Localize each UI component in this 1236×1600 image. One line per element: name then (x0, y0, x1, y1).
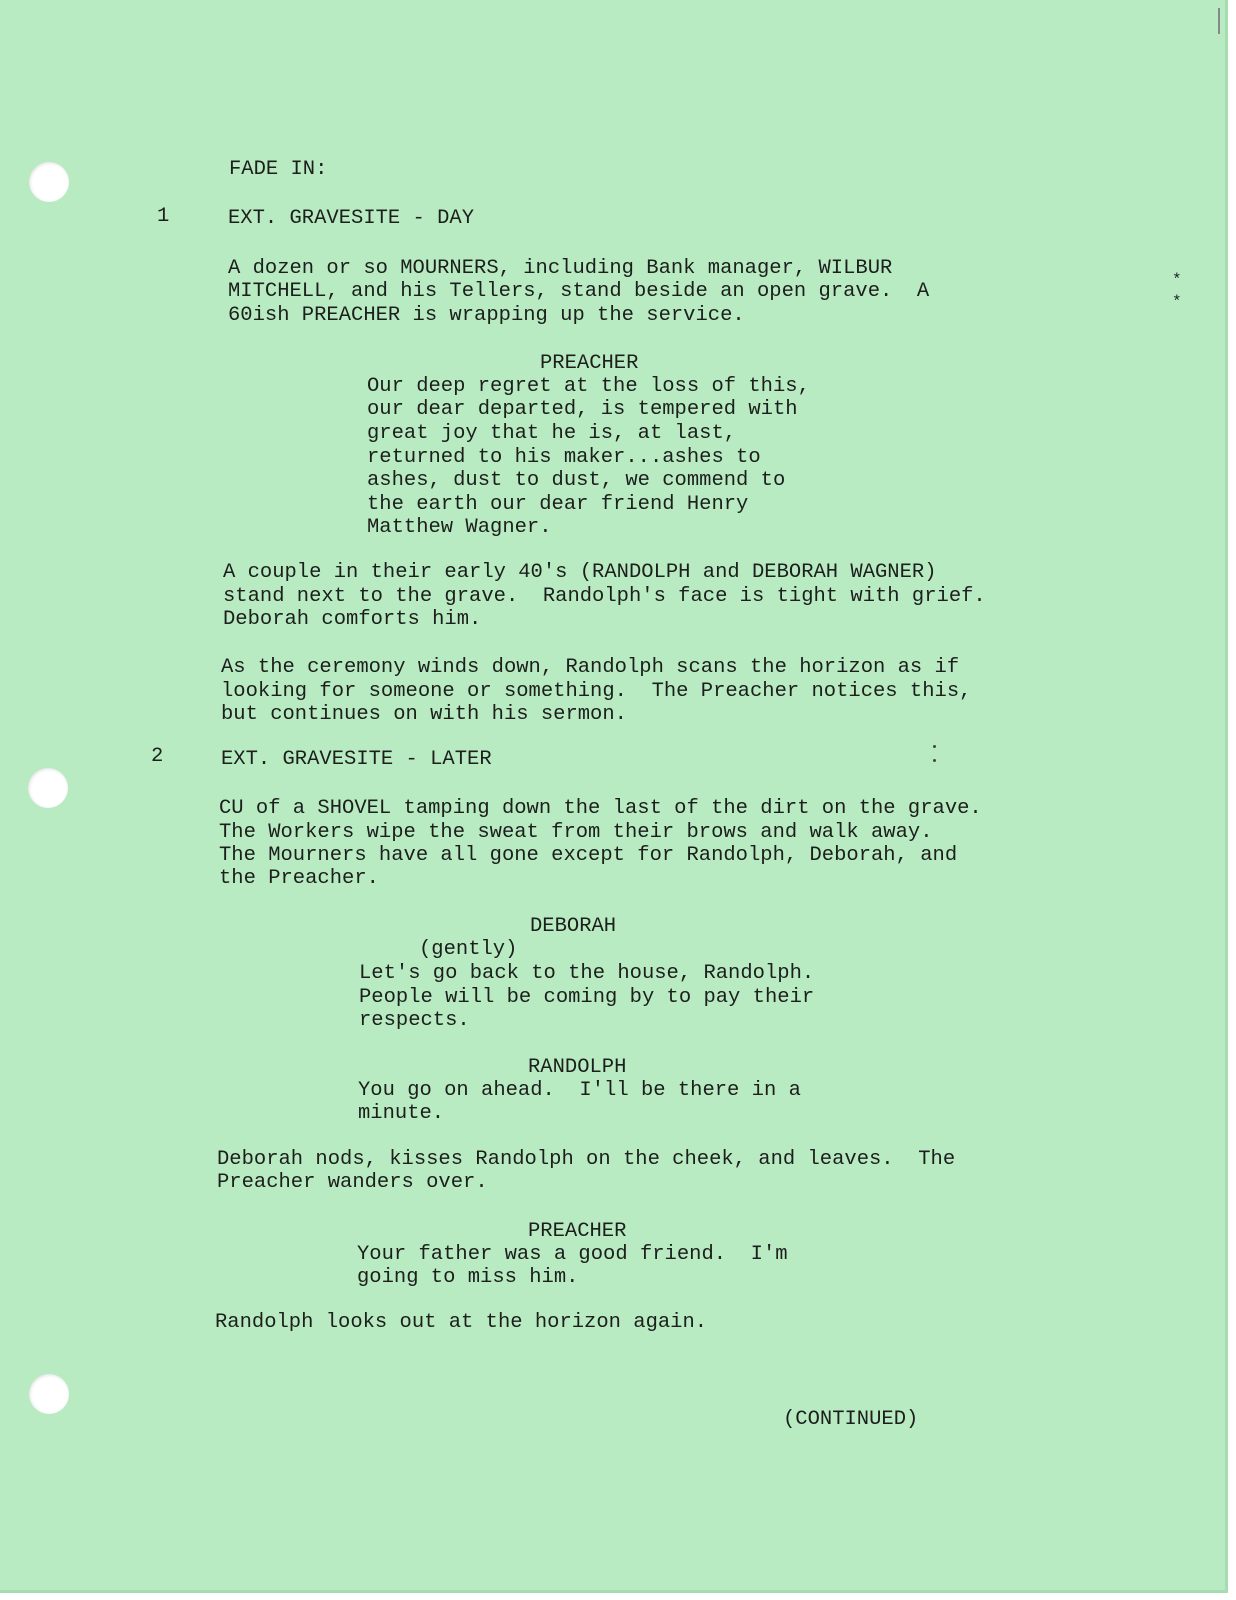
scan-speck (933, 759, 936, 762)
punch-hole-top (29, 162, 69, 202)
character-name: RANDOLPH (528, 1056, 627, 1079)
transition-fade-in: FADE IN: (229, 158, 328, 181)
dialogue-line: Let's go back to the house, Randolph. (359, 962, 815, 985)
punch-hole-middle (28, 768, 68, 808)
dialogue-line: great joy that he is, at last, (367, 422, 737, 445)
dialogue-line: our dear departed, is tempered with (367, 398, 798, 421)
action-line: Randolph looks out at the horizon again. (215, 1311, 708, 1334)
action-line: The Workers wipe the sweat from their brows and walk away. (219, 821, 933, 844)
dialogue-line: going to miss him. (357, 1266, 579, 1289)
action-line: CU of a SHOVEL tamping down the last of the dirt on the grave. (219, 797, 982, 820)
scene-heading-1: EXT. GRAVESITE - DAY (228, 207, 475, 230)
revision-asterisk: * (1172, 293, 1182, 311)
action-line: The Mourners have all gone except for Randolph, Deborah, and (219, 844, 958, 867)
edge-mark (1218, 8, 1220, 34)
character-name: PREACHER (528, 1220, 627, 1243)
dialogue-line: the earth our dear friend Henry (367, 493, 749, 516)
action-line: Deborah comforts him. (223, 608, 482, 631)
parenthetical: (gently) (419, 938, 518, 961)
dialogue-line: ashes, dust to dust, we commend to (367, 469, 786, 492)
revision-asterisk: * (1172, 271, 1182, 289)
character-name: PREACHER (540, 352, 639, 375)
dialogue-line: returned to his maker...ashes to (367, 446, 761, 469)
dialogue-line: respects. (359, 1009, 470, 1032)
action-line: looking for someone or something. The Preacher notices this, (221, 680, 972, 703)
action-line: Deborah nods, kisses Randolph on the cheek, and leaves. The (217, 1148, 956, 1171)
scene-number-2: 2 (151, 745, 164, 768)
scan-speck (933, 745, 936, 748)
character-name: DEBORAH (530, 915, 617, 938)
scene-heading-2: EXT. GRAVESITE - LATER (221, 748, 492, 771)
action-line: but continues on with his sermon. (221, 703, 627, 726)
dialogue-line: Your father was a good friend. I'm (357, 1243, 788, 1266)
action-line: stand next to the grave. Randolph's face is tight with grief. (223, 585, 986, 608)
continued-footer: (CONTINUED) (783, 1408, 919, 1431)
action-line: Preacher wanders over. (217, 1171, 488, 1194)
scene-number-1: 1 (157, 205, 170, 228)
dialogue-line: Matthew Wagner. (367, 516, 552, 539)
action-line: A couple in their early 40's (RANDOLPH and DEBORAH WAGNER) (223, 561, 937, 584)
action-line: 60ish PREACHER is wrapping up the service. (228, 304, 745, 327)
action-line: the Preacher. (219, 867, 379, 890)
action-line: MITCHELL, and his Tellers, stand beside an open grave. A (228, 280, 930, 303)
punch-hole-bottom (29, 1374, 69, 1414)
dialogue-line: minute. (358, 1102, 445, 1125)
dialogue-line: You go on ahead. I'll be there in a (358, 1079, 801, 1102)
dialogue-line: Our deep regret at the loss of this, (367, 375, 810, 398)
action-line: As the ceremony winds down, Randolph scans the horizon as if (221, 656, 960, 679)
dialogue-line: People will be coming by to pay their (359, 986, 815, 1009)
action-line: A dozen or so MOURNERS, including Bank manager, WILBUR (228, 257, 893, 280)
